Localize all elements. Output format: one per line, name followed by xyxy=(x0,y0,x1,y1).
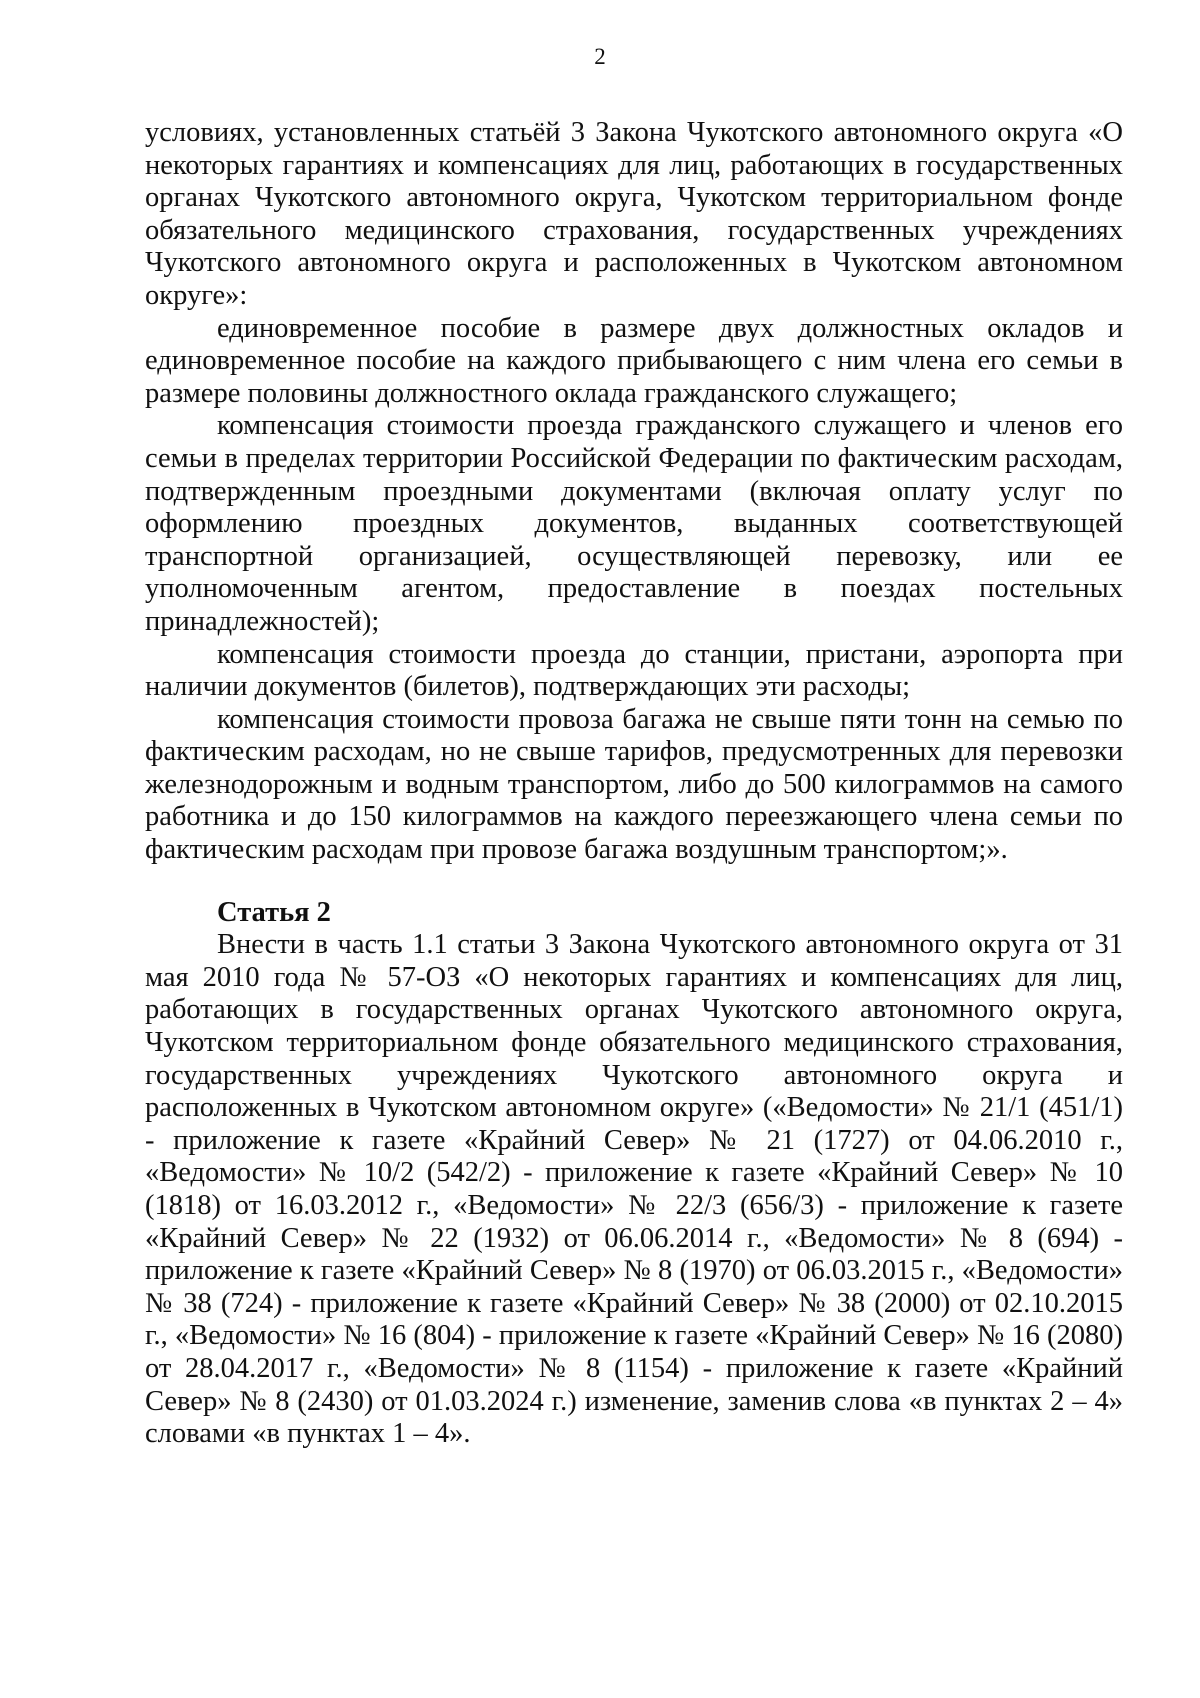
article-heading: Статья 2 xyxy=(217,896,331,928)
paragraph-continuation: условиях, установленных статьёй 3 Закона Чукотского автономного округа «О некоторых гарантиях и компенсациях для лиц, работающих в государственных органах Чукотского автономного округа, Чукотском территориальном фонде обязательного медицинского страхования, государственных учреждениях Чукотского автономного округа и расположенных в Чукотском автономном округе»: xyxy=(145,117,1123,311)
paragraph-baggage-compensation: компенсация стоимости провоза багажа не свыше пяти тонн на семью по фактическим расходам, но не свыше тарифов, предусмотренных для перевозки железнодорожным и водным транспортом, либо до 500 килограммов на самого работника и до 150 килограммов на каждого переезжающего члена семьи по фактическим расходам при провозе багажа воздушным транспортом;». xyxy=(145,703,1123,866)
paragraph-station-travel-compensation: компенсация стоимости проезда до станции, пристани, аэропорта при наличии документов (билетов), подтверждающих эти расходы; xyxy=(145,638,1123,703)
paragraph-lump-sum-allowance: единовременное пособие в размере двух должностных окладов и единовременное пособие на каждого прибывающего с ним члена его семьи в размере половины должностного оклада гражданского служащего; xyxy=(145,312,1123,409)
paragraph-travel-compensation: компенсация стоимости проезда гражданского служащего и членов его семьи в пределах территории Российской Федерации по фактическим расходам, подтвержденным проездными документами (включая оплату услуг по оформлению проездных документов, выданных соответствующей транспортной организацией, осуществляющей перевозку, или ее уполномоченным агентом, предоставление в поездах постельных принадлежностей); xyxy=(145,410,1123,637)
document-body xyxy=(145,117,1123,1451)
page-number: 2 xyxy=(594,44,606,69)
article-2-text: Внести в часть 1.1 статьи 3 Закона Чукотского автономного округа от 31 мая 2010 года № 57-ОЗ «О некоторых гарантиях и компенсациях для лиц, работающих в государственных органах Чукотского автономного округа, Чукотском территориальном фонде обязательного медицинского страхования, государственных учреждениях Чукотского автономного округа и расположенных в Чукотском автономном округе» («Ведомости» № 21/1 (451/1) - приложение к газете «Крайний Север» № 21 (1727) от 04.06.2010 г., «Ведомости» № 10/2 (542/2) - приложение к газете «Крайний Север» № 10 (1818) от 16.03.2012 г., «Ведомости» № 22/3 (656/3) - приложение к газете «Крайний Север» № 22 (1932) от 06.06.2014 г., «Ведомости» № 8 (694) - приложение к газете «Крайний Север» № 8 (1970) от 06.03.2015 г., «Ведомости» № 38 (724) - приложение к газете «Крайний Север» № 38 (2000) от 02.10.2015 г., «Ведомости» № 16 (804) - приложение к газете «Крайний Север» № 16 (2080) от 28.04.2017 г., «Ведомости» № 8 (1154) - приложение к газете «Крайний Север» № 8 (2430) от 01.03.2024 г.) изменение, заменив слова «в пунктах 2 – 4» словами «в пунктах 1 – 4». xyxy=(145,929,1123,1450)
